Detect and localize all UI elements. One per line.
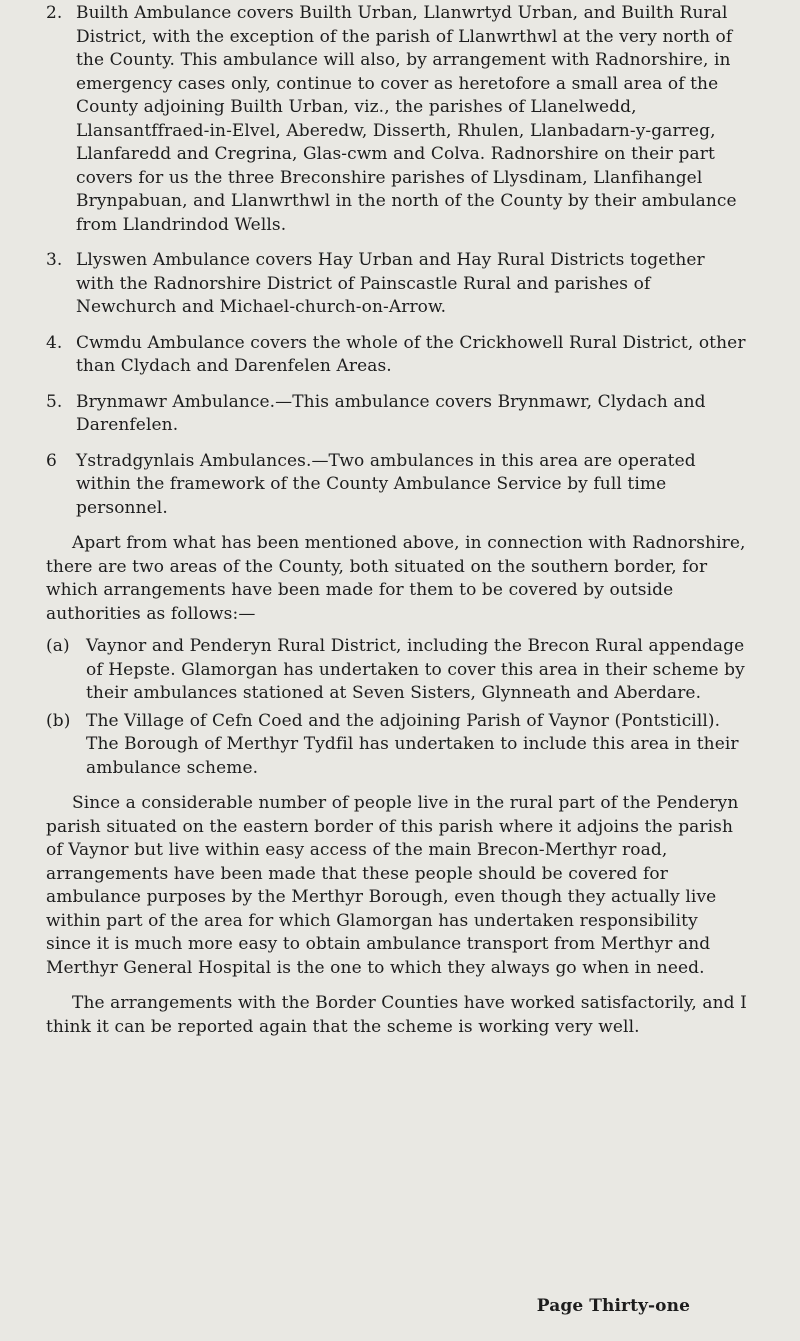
item-label: (b) [46, 710, 71, 731]
page-number: Page Thirty-one [536, 1296, 690, 1316]
closing-paragraph-1: Since a considerable number of people live in the rural part of the Penderyn parish situated on the eastern border of this parish where it adjoins the parish of Vaynor but live within easy access of the main Brecon-Merthyr road, arrangements have been made that these people should be covered for ambulance purposes by the Merthyr Borough, even though they actually live within part of the area for which Glamorgan has undertaken responsibility since it is much more easy to obtain ambulance transport from Merthyr and Merthyr General Hospital is the one to which they always go when in need. [46, 793, 739, 978]
lettered-item-a [46, 635, 748, 706]
closing-paragraph-2: The arrangements with the Border Counties have worked satisfactorily, and I think it can be reported again that the scheme is working very well. [46, 993, 747, 1037]
numbered-item-6 [46, 450, 748, 521]
item-number: 3. [46, 250, 63, 270]
numbered-item-2 [46, 2, 748, 237]
item-text: Builth Ambulance covers Builth Urban, Llanwrtyd Urban, and Builth Rural District, with the exception of the parish of Llanwrthwl at the very north of the County. This ambulance will also, by arrangement with Radnorshire, in emergency cases only, continue to cover as heretofore a small area of the County adjoining Builth Urban, viz., the parishes of Llanelwedd, Llansantffraed-in-Elvel, Aberedw, Disserth, Rhulen, Llanbadarn-y-garreg, Llanfaredd and Cregrina, Glas-cwm and Colva. Radnorshire on their part covers for us the three Breconshire parishes of Llysdinam, Llanfihangel Brynpabuan, and Llanwrthwl in the north of the County by their ambulance from Llandrindod Wells. [76, 3, 737, 235]
numbered-item-4 [46, 332, 748, 379]
item-number: 2. [46, 3, 63, 23]
item-number: 6 [46, 450, 57, 471]
numbered-item-3 [46, 249, 748, 320]
item-text: Ystradgynlais Ambulances.—Two ambulances in this area are operated within the framework of the County Ambulance Service by full time personnel. [76, 450, 696, 518]
lettered-item-b [46, 710, 748, 781]
item-text: The Village of Cefn Coed and the adjoining Parish of Vaynor (Pontsticill). The Borough of Merthyr Tydfil has undertaken to include this area in their ambulance scheme. [86, 710, 739, 778]
intro-paragraph: Apart from what has been mentioned above, in connection with Radnorshire, there are two areas of the County, both situated on the southern border, for which arrangements have been made for them to be covered by outside authorities as follows:— [46, 533, 746, 624]
item-number: 4. [46, 332, 63, 353]
numbered-item-5 [46, 391, 748, 438]
item-text: Llyswen Ambulance covers Hay Urban and Hay Rural Districts together with the Radnorshire District of Painscastle Rural and parishes of Newchurch and Michael-church-on-Arrow. [76, 250, 705, 317]
item-text: Brynmawr Ambulance.—This ambulance covers Brynmawr, Clydach and Darenfelen. [76, 391, 706, 435]
item-label: (a) [46, 636, 70, 656]
item-number: 5. [46, 391, 63, 412]
item-text: Vaynor and Penderyn Rural District, including the Brecon Rural appendage of Hepste. Glamorgan has undertaken to cover this area in their scheme by their ambulances stationed at Seven Sisters, Glynneath and Aberdare. [86, 636, 745, 703]
item-text: Cwmdu Ambulance covers the whole of the Crickhowell Rural District, other than Clydach and Darenfelen Areas. [76, 332, 746, 376]
